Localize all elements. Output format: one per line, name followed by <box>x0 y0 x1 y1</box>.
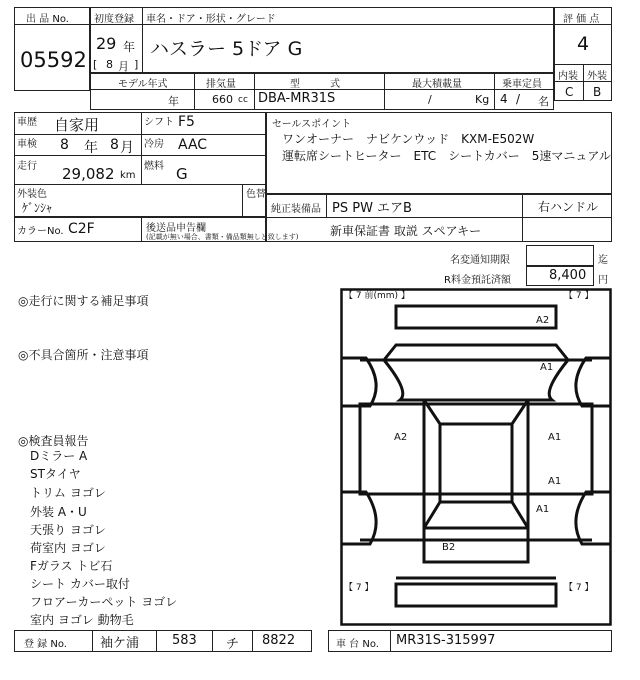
damage-mark: A2 <box>394 432 408 443</box>
report-item: 室内 ヨゴレ 動物毛 <box>30 613 134 627</box>
shift-value: F5 <box>178 114 195 130</box>
mileage-unit: km <box>120 170 136 181</box>
damage-mark: A1 <box>548 476 562 487</box>
report-item: フロアーカーペット ヨゴレ <box>30 595 178 609</box>
registration-year: 29 <box>96 34 117 53</box>
recycle-fee-label: R料金預託済額 <box>444 275 511 286</box>
recycle-fee-amount: 8,400 <box>549 268 587 283</box>
damage-diagram <box>340 288 612 626</box>
damage-mark: A1 <box>536 504 550 515</box>
usage-label: 車歴 <box>17 117 37 128</box>
inspection-label: 車検 <box>17 139 37 150</box>
type-label: 型 式 <box>290 79 340 90</box>
color-no-label: カラーNo. <box>17 226 64 237</box>
report-item: STタイヤ <box>30 467 81 481</box>
color-change-label: 色替 <box>246 189 266 200</box>
ac-value: AAC <box>178 137 208 153</box>
supplement-heading: ◎走行に関する補足事項 <box>18 294 149 308</box>
model-year-label: モデル年式 <box>118 79 168 90</box>
exterior-grade: B <box>593 85 602 99</box>
damage-mark: A1 <box>540 362 554 373</box>
max-load-unit: Kg <box>475 93 490 106</box>
car-outline-svg <box>340 288 612 626</box>
sales-point-line-2: 運転席シートヒーター ETC シートカバー 5速マニュアル <box>282 149 611 163</box>
report-item: Dミラー A <box>30 449 88 463</box>
model-year-unit: 年 <box>168 95 179 108</box>
registration-month-unit: 月 <box>118 60 129 73</box>
tire-front-right: 【 7 】 <box>564 291 594 301</box>
max-load-label: 最大積載量 <box>412 79 462 90</box>
report-item: 荷室内 ヨゴレ <box>30 541 106 555</box>
score-value: 4 <box>577 33 590 55</box>
max-load-separator: / <box>428 93 432 106</box>
registration-month-close: ] <box>134 58 139 71</box>
registration-area: 袖ケ浦 <box>100 636 140 651</box>
damage-mark: A1 <box>548 432 562 443</box>
tire-front-left: 【 7 前(mm) 】 <box>344 291 410 301</box>
capacity-separator: / <box>516 92 521 106</box>
capacity-unit: 名 <box>538 95 549 108</box>
shift-label: シフト <box>144 117 174 128</box>
capacity-label: 乗車定員 <box>502 79 542 90</box>
registration-year-unit: 年 <box>123 40 136 54</box>
documents-value: 新車保証書 取説 スペアキー <box>330 224 482 238</box>
postsend-note: (記載が無い場合、書類・備品類無しと致します) <box>146 233 299 241</box>
tire-rear-left: 【 7 】 <box>344 583 374 593</box>
displacement-unit: cc <box>238 95 248 105</box>
inspection-year: 8 <box>60 137 69 153</box>
equipment-label: 純正装備品 <box>271 204 321 215</box>
mileage-value: 29,082 <box>62 165 115 183</box>
registration-class: 583 <box>172 633 197 648</box>
lot-number: 05592 <box>20 48 87 72</box>
usage-value: 自家用 <box>54 116 100 134</box>
type-value: DBA-MR31S <box>258 91 336 106</box>
report-item: シート カバー取付 <box>30 577 130 591</box>
car-name: ハスラー 5ドア G <box>150 38 303 60</box>
displacement-label: 排気量 <box>206 79 236 90</box>
inspection-year-unit: 年 <box>84 140 98 156</box>
report-item: 外装 A・U <box>30 505 87 519</box>
first-registration-label: 初度登録 <box>94 14 134 25</box>
exterior-grade-label: 外装 <box>587 71 607 82</box>
notice-deadline-unit: 迄 <box>598 255 608 266</box>
registration-kana: チ <box>226 637 240 652</box>
chassis-label: 車 台 No. <box>336 639 379 650</box>
lot-label: 出 品 No. <box>26 14 69 25</box>
ac-label: 冷房 <box>144 139 164 150</box>
sales-point-line-1: ワンオーナー ナビケンウッド KXM-E502W <box>282 132 535 146</box>
defects-heading: ◎不具合箇所・注意事項 <box>18 348 149 362</box>
damage-mark: A2 <box>536 315 550 326</box>
car-name-label: 車名・ドア・形状・グレード <box>146 14 276 25</box>
fuel-label: 燃料 <box>144 161 164 172</box>
notice-deadline-field <box>526 245 594 266</box>
capacity-value: 4 <box>500 92 508 106</box>
displacement-value: 660 <box>212 93 233 106</box>
chassis-number: MR31S-315997 <box>396 633 496 648</box>
interior-grade-label: 内装 <box>558 71 578 82</box>
interior-grade: C <box>565 85 574 99</box>
inspector-heading: ◎検査員報告 <box>18 434 89 448</box>
registration-month: 8 <box>106 58 113 71</box>
steering-value: 右ハンドル <box>538 200 599 214</box>
fuel-value: G <box>176 165 188 183</box>
equipment-value: PS PW エアB <box>332 201 412 216</box>
mileage-label: 走行 <box>17 161 37 172</box>
damage-mark: B2 <box>442 542 456 553</box>
registration-label: 登 録 No. <box>24 639 67 650</box>
recycle-fee-unit: 円 <box>598 275 608 286</box>
registration-number: 8822 <box>262 633 296 648</box>
report-item: トリム ヨゴレ <box>30 486 106 500</box>
registration-month-open: [ <box>93 58 98 71</box>
inspection-month-unit: 月 <box>120 140 134 156</box>
exterior-color-label: 外装色 <box>17 189 47 200</box>
report-item: 天張り ヨゴレ <box>30 523 106 537</box>
inspection-month: 8 <box>110 137 119 153</box>
report-item: Fガラス トビ石 <box>30 559 113 573</box>
sales-points-label: セールスポイント <box>272 119 352 130</box>
postsend-label: 後送品申告欄 <box>146 223 206 234</box>
exterior-color-value: ｹﾞﾝｼｬ <box>22 201 53 215</box>
score-label: 評 価 点 <box>563 14 600 25</box>
tire-rear-right: 【 7 】 <box>564 583 594 593</box>
notice-deadline-label: 名変通知期限 <box>450 255 510 266</box>
color-no-value: C2F <box>68 221 95 237</box>
